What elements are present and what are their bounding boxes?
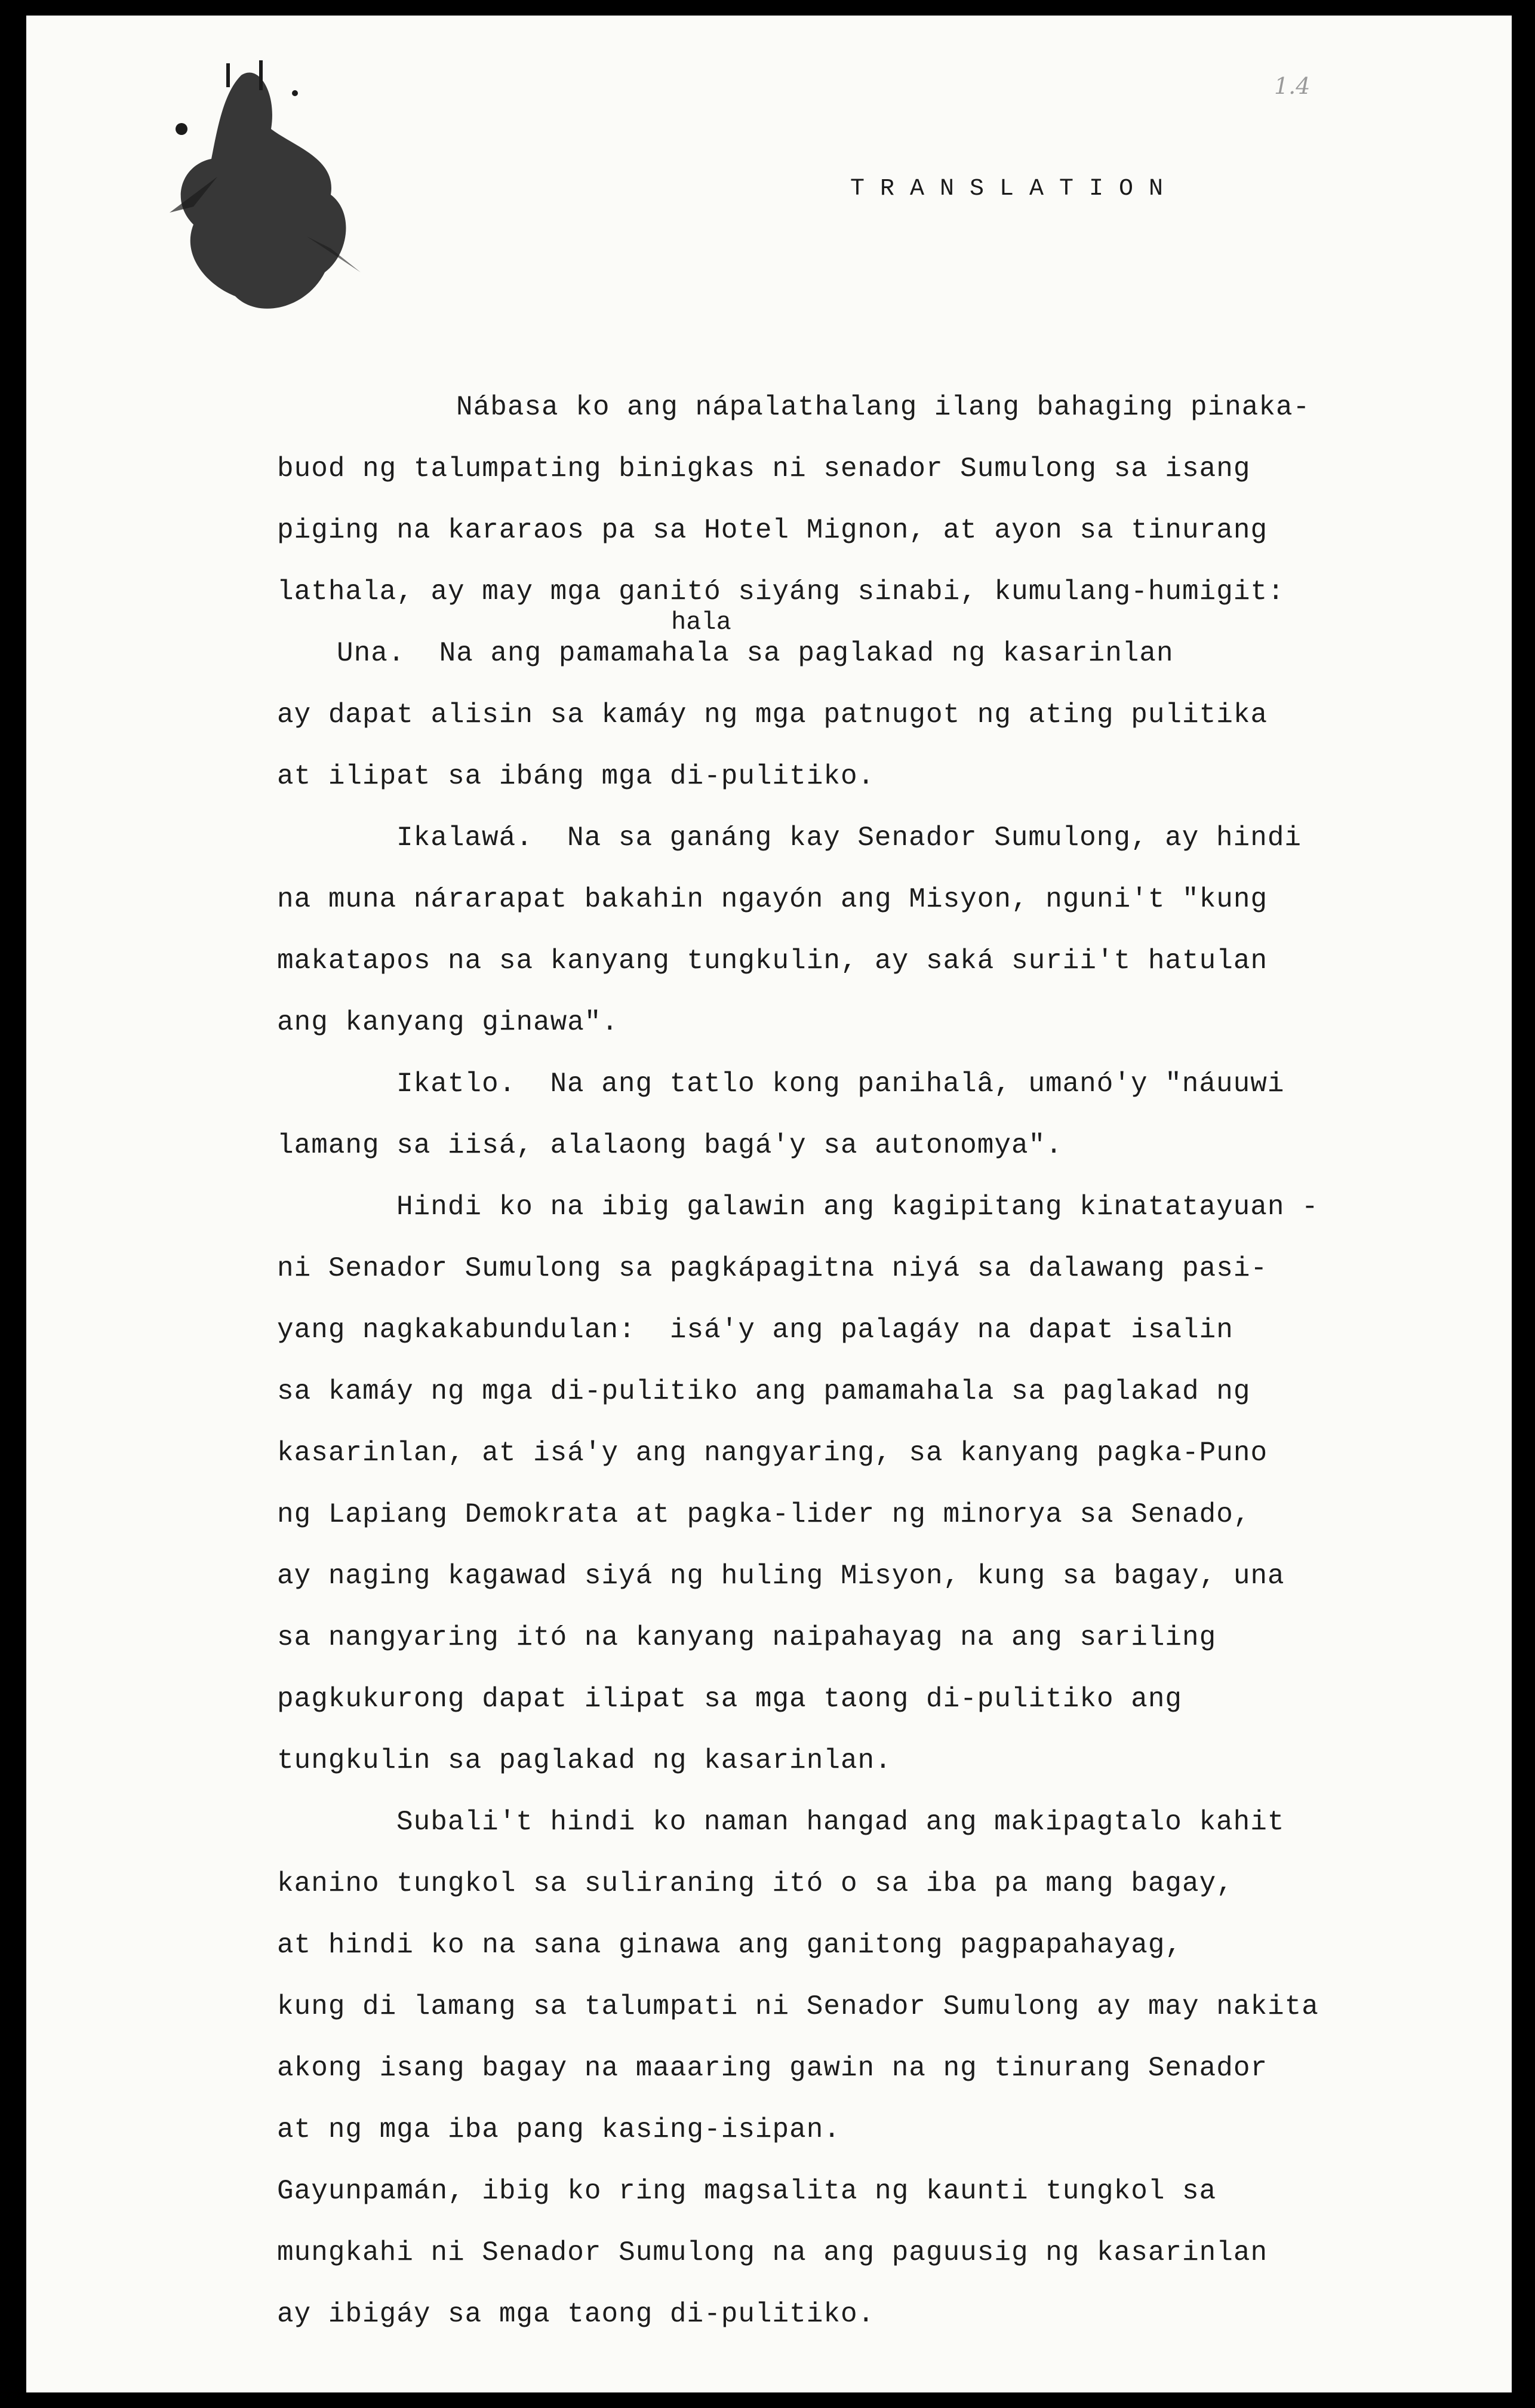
interlinear-insert: hala <box>671 608 731 637</box>
text-line: tungkulin sa paglakad ng kasarinlan. <box>277 1745 892 1776</box>
text-line: pagkukurong dapat ilipat sa mga taong di-pulitiko ang <box>277 1684 1183 1715</box>
text-line: makatapos na sa kanyang tungkulin, ay saká surii't hatulan <box>277 945 1268 976</box>
text-line: kung di lamang sa talumpati ni Senador Sumulong ay may nakita <box>277 1991 1319 2022</box>
document-heading: TRANSLATION <box>850 176 1179 202</box>
margin-mark: 1.4 <box>1274 73 1311 99</box>
text-line: ay dapat alisin sa kamáy ng mga patnugot ng ating pulitika <box>277 699 1268 730</box>
text-line: mungkahi ni Senador Sumulong na ang paguusig ng kasarinlan <box>277 2237 1268 2268</box>
text-line: ni Senador Sumulong sa pagkápagitna niyá sa dalawang pasi- <box>277 1253 1268 1284</box>
document-page <box>26 16 1512 2392</box>
text-line: kanino tungkol sa suliraning itó o sa iba pa mang bagay, <box>277 1868 1233 1899</box>
text-line: Subali't hindi ko naman hangad ang makipagtalo kahit <box>396 1807 1285 1838</box>
text-line: na muna nárarapat bakahin ngayón ang Misyon, nguni't "kung <box>277 884 1268 915</box>
text-line: Ikatlo. Na ang tatlo kong panihalâ, umanó'y "náuuwi <box>396 1068 1285 1099</box>
text-line: Nábasa ko ang nápalathalang ilang bahaging pinaka- <box>456 392 1311 423</box>
text-line: ay naging kagawad siyá ng huling Misyon, kung sa bagay, una <box>277 1561 1285 1592</box>
text-line: Ikalawá. Na sa ganáng kay Senador Sumulong, ay hindi <box>396 822 1302 853</box>
text-line: at hindi ko na sana ginawa ang ganitong pagpapahayag, <box>277 1930 1183 1961</box>
text-line: Una. Na ang pamamahala sa paglakad ng kasarinlan <box>337 638 1174 669</box>
document-body <box>26 16 1512 2392</box>
text-line: piging na kararaos pa sa Hotel Mignon, at ayon sa tinurang <box>277 515 1268 546</box>
text-line: kasarinlan, at isá'y ang nangyaring, sa kanyang pagka-Puno <box>277 1438 1268 1469</box>
text-line: lamang sa iisá, alalaong bagá'y sa autonomya". <box>277 1130 1063 1161</box>
text-line: akong isang bagay na maaaring gawin na ng tinurang Senador <box>277 2053 1268 2084</box>
text-line: ay ibigáy sa mga taong di-pulitiko. <box>277 2299 875 2330</box>
text-line: Hindi ko na ibig galawin ang kagipitang kinatatayuan - <box>396 1191 1319 1223</box>
text-line: ng Lapiang Demokrata at pagka-lider ng minorya sa Senado, <box>277 1499 1251 1530</box>
text-line: sa nangyaring itó na kanyang naipahayag na ang sariling <box>277 1622 1217 1653</box>
text-line: lathala, ay may mga ganitó siyáng sinabi, kumulang-humigit: <box>277 576 1285 607</box>
text-line: sa kamáy ng mga di-pulitiko ang pamamahala sa paglakad ng <box>277 1376 1251 1407</box>
text-line: ang kanyang ginawa". <box>277 1007 619 1038</box>
text-line: yang nagkakabundulan: isá'y ang palagáy na dapat isalin <box>277 1314 1233 1346</box>
text-line: at ng mga iba pang kasing-isipan. <box>277 2114 841 2145</box>
text-line: Gayunpamán, ibig ko ring magsalita ng kaunti tungkol sa <box>277 2176 1217 2207</box>
text-line: buod ng talumpating binigkas ni senador Sumulong sa isang <box>277 453 1251 484</box>
text-line: at ilipat sa ibáng mga di-pulitiko. <box>277 761 875 792</box>
